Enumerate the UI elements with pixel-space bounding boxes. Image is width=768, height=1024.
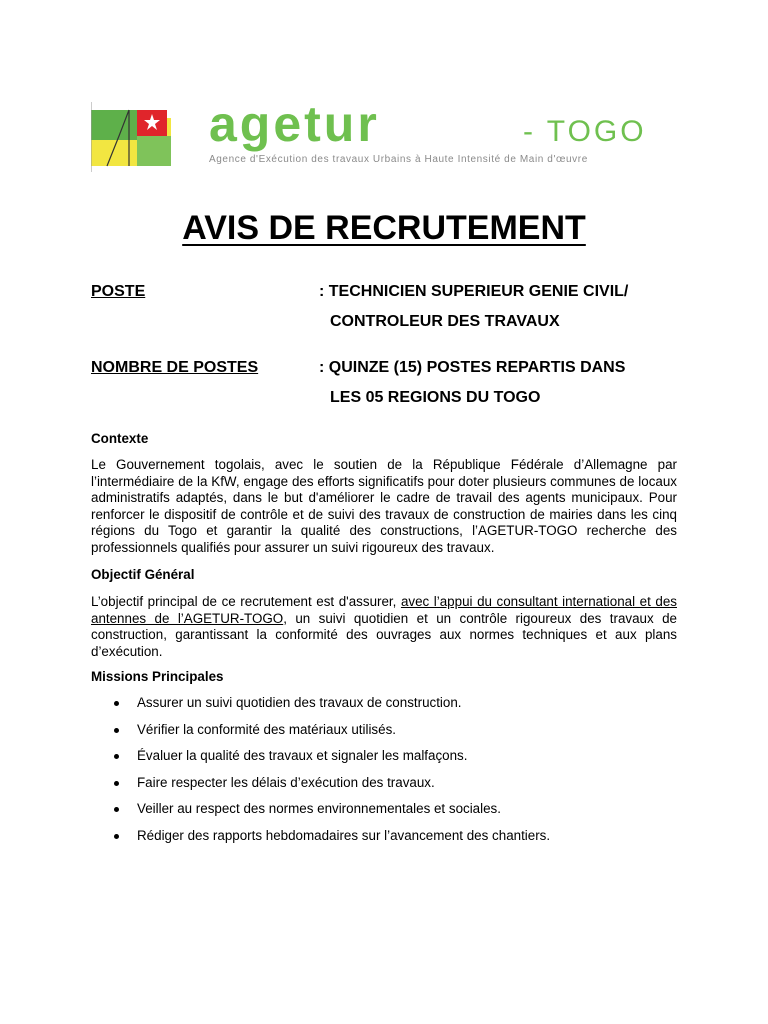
nombre-postes-value-line1: : QUINZE (15) POSTES REPARTIS DANS [319,359,626,376]
bullet-icon [114,701,119,706]
page-title-text: AVIS DE RECRUTEMENT [182,209,586,247]
nombre-postes-value-line2: LES 05 REGIONS DU TOGO [330,389,541,406]
contexte-heading: Contexte [91,431,149,446]
objectif-text-after: , un suivi quotidien et un contrôle rigoureux des travaux de construction, garantissant la conformité des ouvrages aux normes techniques et aux plans d’exécution. [91,610,678,659]
mission-text: Faire respecter les délais d’exécution des travaux. [137,774,435,790]
bullet-icon [114,728,119,733]
bullet-icon [114,834,119,839]
mission-text: Évaluer la qualité des travaux et signaler les malfaçons. [137,748,468,763]
objectif-text-before: L’objectif principal de ce recrutement est d'assurer, [91,594,401,609]
agetur-logo [91,96,691,175]
missions-heading: Missions Principales [91,669,224,684]
objectif-heading: Objectif Général [91,567,195,582]
contexte-paragraph: Le Gouvernement togolais, avec le soutien de la République Fédérale d’Allemagne par l’intermédiaire de la KfW, engage des efforts significatifs pour doter plusieurs communes de locaux administratifs adaptés, dans le but d'améliorer le cadre de travail des agents municipaux. Pour renforcer le dispositif de contrôle et de suivi des travaux de construction de mairies dans les cinq régions du Togo et garantir la qualité des constructions, l’AGETUR-TOGO recherche des professionnels qualifiés pour assurer un suivi rigoureux des travaux. [91,457,677,555]
poste-label: POSTE [91,283,146,300]
missions-list [91,692,677,851]
bullet-icon [114,754,119,759]
nombre-postes-row [91,359,691,415]
objectif-paragraph [91,594,677,660]
poste-value-line1: : TECHNICIEN SUPERIEUR GENIE CIVIL/ [319,283,629,300]
list-item [91,745,677,772]
list-item [91,772,677,799]
page-title [0,206,768,250]
poste-row [91,283,691,339]
bullet-icon [114,807,119,812]
nombre-postes-label: NOMBRE DE POSTES [91,359,259,376]
logo-tagline: Agence d'Exécution des travaux Urbains à Haute Intensité de Main d'œuvre [209,154,588,165]
mission-text: Rédiger des rapports hebdomadaires sur l’avancement des chantiers. [137,827,551,843]
list-item [91,798,677,825]
togo-flag-logo-mark [91,100,171,172]
mission-text: Vérifier la conformité des matériaux utilisés. [137,721,396,737]
mission-text: Assurer un suivi quotidien des travaux de construction. [137,695,462,710]
mission-text: Veiller au respect des normes environnementales et sociales. [137,801,501,816]
list-item [91,692,677,719]
objectif-text-underlined: avec l’appui du consultant international et des antennes de l’AGETUR-TOGO [91,594,677,626]
poste-value-line2: CONTROLEUR DES TRAVAUX [330,313,560,330]
logo-togo-suffix: - TOGO [523,115,647,148]
bullet-icon [114,781,119,786]
list-item [91,825,677,852]
logo-wordmark: agetur [209,96,380,152]
list-item [91,719,677,746]
